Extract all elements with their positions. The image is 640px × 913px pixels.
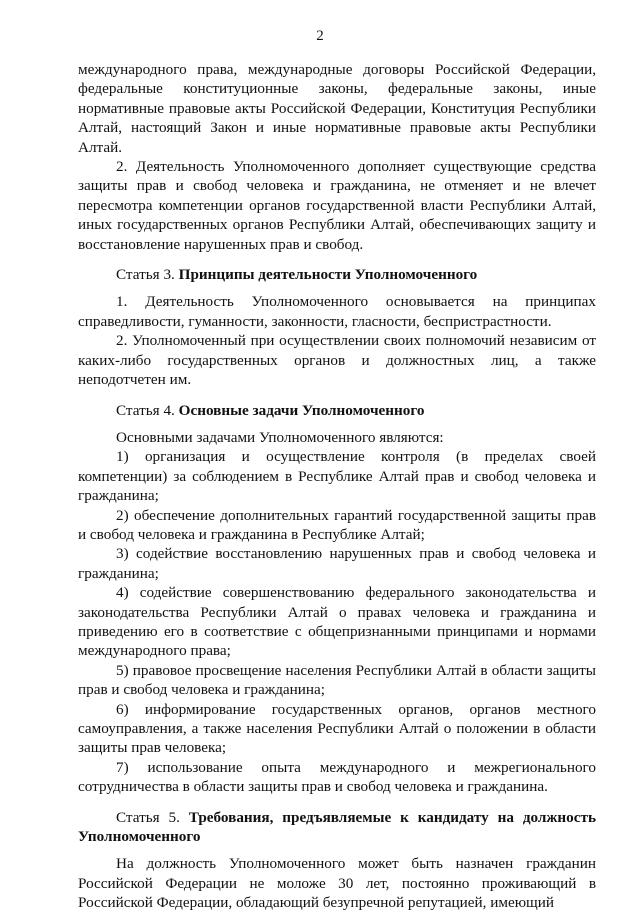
article-4-item-3: 3) содействие восстановлению нарушенных прав и свобод человека и гражданина;: [78, 545, 596, 582]
article-3-paragraph-2: 2. Уполномоченный при осуществлении своих полномочий независим от каких-либо государственных органов и должностных лиц, а также неподотчетен им.: [78, 332, 596, 389]
article-3-title: Принципы деятельности Уполномоченного: [178, 266, 478, 284]
article-3-prefix: Статья 3.: [116, 266, 179, 284]
article-4-title: Основные задачи Уполномоченного: [178, 401, 425, 419]
paragraph-2: 2. Деятельность Уполномоченного дополняет существующие средства защиты прав и свобод человека и гражданина, не отменяет и не влечет пересмотра компетенции органов государственной власти Республики Алтай, иных государственных органов Республики Алтай, обеспечивающих защиту и восстановление нарушенных прав и свобод.: [78, 158, 596, 253]
article-5-heading: [78, 808, 596, 847]
article-5-paragraph: На должность Уполномоченного может быть назначен гражданин Российской Федерации не моложе 30 лет, постоянно проживающий в Российской Федерации, обладающий безупречной репутацией, имеющий: [78, 855, 596, 912]
document-body: [78, 60, 596, 913]
article-4-prefix: Статья 4.: [116, 401, 179, 419]
article-4-lead: Основными задачами Уполномоченного являются:: [116, 428, 444, 446]
article-4-item-2: 2) обеспечение дополнительных гарантий государственной защиты прав и свобод человека и гражданина в Республике Алтай;: [78, 506, 596, 543]
article-4-item-1: 1) организация и осуществление контроля (в пределах своей компетенции) за соблюдением в Республике Алтай прав и свобод человека и гражданина;: [78, 448, 596, 505]
article-4-item-5: 5) правовое просвещение населения Республики Алтай в области защиты прав и свобод человека и гражданина;: [78, 661, 596, 699]
article-4-item-4: 4) содействие совершенствованию федерального законодательства и законодательства Республики Алтай о правах человека и гражданина и приведению его в соответствие с общепризнанными принципами и нормами международного права;: [78, 584, 596, 660]
paragraph-continuation: международного права, международные договоры Российской Федерации, федеральные конституционные законы, федеральные законы, иные нормативные правовые акты Российской Федерации, Конституция Республики Алтай, настоящий Закон и иные нормативные правовые акты Республики Алтай.: [78, 61, 596, 156]
article-5-prefix: Статья 5.: [116, 808, 189, 826]
article-4-heading: [78, 401, 596, 420]
page-number: 2: [316, 28, 324, 44]
article-3-heading: [78, 265, 596, 284]
article-4-item-7: 7) использование опыта международного и межрегионального сотрудничества в области защиты прав и свобод человека и гражданина.: [78, 758, 596, 796]
article-5-title: Требования, предъявляемые к кандидату на должность Уполномоченного: [78, 808, 597, 846]
article-3-paragraph-1: 1. Деятельность Уполномоченного основывается на принципах справедливости, гуманности, законности, гласности, беспристрастности.: [78, 293, 596, 330]
article-4-item-6: 6) информирование государственных органов, органов местного самоуправления, а также населения Республики Алтай о положении в области защиты прав человека;: [78, 700, 596, 757]
